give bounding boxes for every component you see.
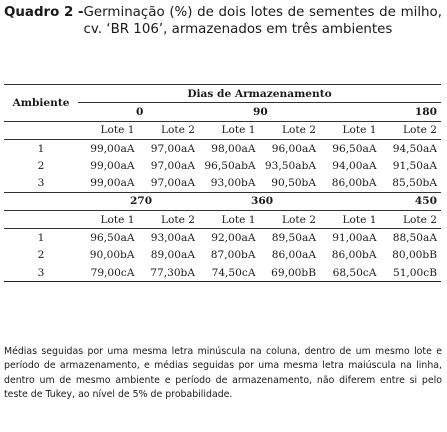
value-cell: 69,00bB <box>271 266 316 279</box>
value-cell: 77,30bA <box>150 266 195 279</box>
germination-table <box>4 84 441 282</box>
value-cell: 79,00cA <box>90 266 135 279</box>
value-cell: 96,50abA <box>204 159 256 172</box>
table-row <box>4 157 441 174</box>
value-cell: 93,00bA <box>210 177 256 190</box>
day-header: 0 <box>136 105 144 118</box>
value-cell: 97,00aA <box>150 159 195 172</box>
value-cell: 80,00bB <box>392 249 437 262</box>
value-cell: 99,00aA <box>90 142 135 155</box>
ambiente-cell: 1 <box>37 232 45 245</box>
table-footnote: Médias seguidas por uma mesma letra minúscula na coluna, dentro de um mesmo lote e período de armazenamento, e médias seguidas por uma mesma letra maiúscula na linha, dentro um de mesmo ambiente e período de armazenamento, não diferem entre si pelo teste de Tukey, ao nível de 5% de probabilidade. <box>4 346 442 400</box>
ambiente-cell: 2 <box>37 159 45 172</box>
value-cell: 91,50aA <box>392 159 437 172</box>
value-cell: 93,50abA <box>264 159 316 172</box>
lot-header: Lote 2 <box>402 213 437 226</box>
ambiente-cell: 3 <box>37 177 45 190</box>
value-cell: 93,00aA <box>150 232 195 245</box>
value-cell: 86,00bA <box>331 177 377 190</box>
value-cell: 89,50aA <box>271 232 316 245</box>
lot-header: Lote 1 <box>221 124 256 137</box>
value-cell: 86,00bA <box>331 249 377 262</box>
value-cell: 87,00bA <box>210 249 256 262</box>
value-cell: 90,50bA <box>271 177 316 190</box>
caption-text: Germinação (%) de dois lotes de sementes de milho, cv. ‘BR 106’, armazenados em três ambientes <box>83 5 442 37</box>
day-header: 270 <box>130 195 153 208</box>
value-cell: 91,00aA <box>332 232 377 245</box>
value-cell: 86,00aA <box>271 249 316 262</box>
lot-header: Lote 2 <box>160 213 195 226</box>
table-row <box>4 229 441 247</box>
value-cell: 96,00aA <box>271 142 316 155</box>
table-caption <box>4 4 442 38</box>
value-cell: 51,00cB <box>392 266 437 279</box>
value-cell: 68,50cA <box>332 266 377 279</box>
lot-header: Lote 1 <box>221 213 256 226</box>
day-header: 180 <box>414 105 437 118</box>
day-header: 90 <box>253 105 268 118</box>
ambiente-cell: 2 <box>37 249 45 262</box>
value-cell: 96,50aA <box>90 232 135 245</box>
value-cell: 90,00bA <box>89 249 135 262</box>
table-row <box>4 247 441 264</box>
value-cell: 99,00aA <box>90 177 135 190</box>
value-cell: 89,00aA <box>150 249 195 262</box>
value-cell: 97,00aA <box>150 177 195 190</box>
day-header: 450 <box>414 195 437 208</box>
value-cell: 74,50cA <box>211 266 256 279</box>
lot-header: Lote 2 <box>402 124 437 137</box>
lot-header: Lote 1 <box>100 213 135 226</box>
table-row <box>4 264 441 282</box>
lot-header: Lote 1 <box>100 124 135 137</box>
lot-header: Lote 1 <box>342 213 377 226</box>
row-header-ambiente: Ambiente <box>12 96 70 109</box>
value-cell: 96,50aA <box>332 142 377 155</box>
value-cell: 98,00aA <box>211 142 256 155</box>
lot-header: Lote 1 <box>342 124 377 137</box>
value-cell: 92,00aA <box>211 232 256 245</box>
caption-label: Quadro 2 - <box>4 5 84 20</box>
lot-header: Lote 2 <box>281 213 316 226</box>
ambiente-cell: 1 <box>37 142 45 155</box>
table-row <box>4 139 441 157</box>
value-cell: 85,50bA <box>392 177 437 190</box>
group-header-days: Dias de Armazenamento <box>78 85 441 103</box>
ambiente-cell: 3 <box>37 266 45 279</box>
table-row <box>4 174 441 192</box>
value-cell: 99,00aA <box>90 159 135 172</box>
table-body <box>4 85 441 282</box>
day-header: 360 <box>251 195 274 208</box>
value-cell: 88,50aA <box>392 232 437 245</box>
value-cell: 94,50aA <box>392 142 437 155</box>
value-cell: 94,00aA <box>332 159 377 172</box>
lot-header: Lote 2 <box>160 124 195 137</box>
value-cell: 97,00aA <box>150 142 195 155</box>
lot-header: Lote 2 <box>281 124 316 137</box>
